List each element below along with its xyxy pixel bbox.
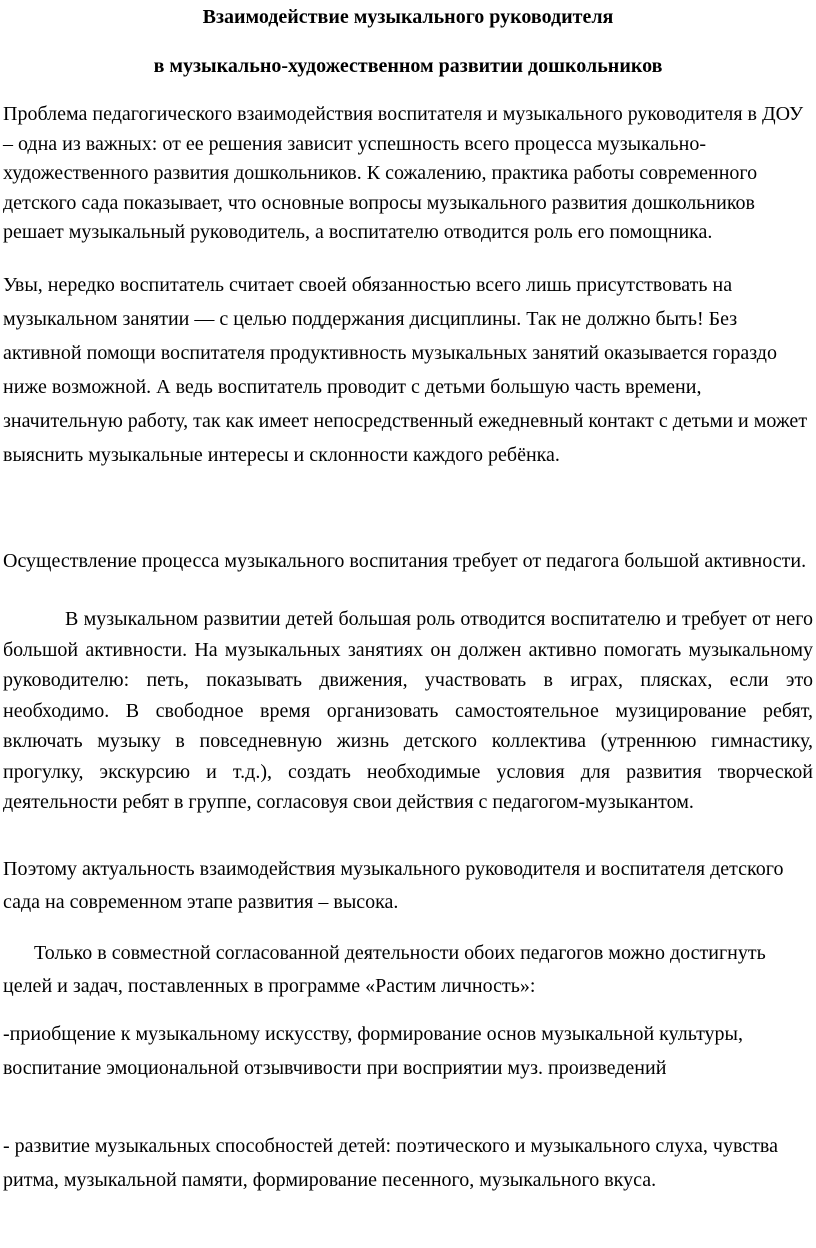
title-line-1: Взаимодействие музыкального руководителя [202, 6, 614, 28]
list-item-abilities: - развитие музыкальных способностей детей: поэтического и музыкального слуха, чувства ритма, музыкальной памяти, формирование песенного, музыкального вкуса. [3, 1135, 778, 1191]
title-line-2: в музыкально-художественном развитии дошкольников [153, 55, 663, 77]
paragraph-activity: Осуществление процесса музыкального воспитания требует от педагога большой активности. [3, 550, 807, 572]
list-item-introduction: -приобщение к музыкальному искусству, формирование основ музыкальной культуры, воспитание эмоциональной отзывчивости при восприятии муз. произведений [3, 1023, 743, 1079]
paragraph-relevance: Поэтому актуальность взаимодействия музыкального руководителя и воспитателя детского сада на современном этапе развития – высока. [3, 858, 784, 913]
paragraph-problem: Проблема педагогического взаимодействия воспитателя и музыкального руководителя в ДОУ – одна из важных: от ее решения зависит успешность всего процесса музыкально-художественного развития дошкольников. К сожалению, практика работы современного детского сада показывает, что основные вопросы музыкального развития дошкольников решает музыкальный руководитель, а воспитателю отводится роль его помощника. [3, 103, 804, 243]
paragraph-teacher-role: Увы, нередко воспитатель считает своей обязанностью всего лишь присутствовать на музыкальном занятии — с целью поддержания дисциплины. Так не должно быть! Без активной помощи воспитателя продуктивность музыкальных занятий оказывается гораздо ниже возможной. А ведь воспитатель проводит с детьми большую часть времени, значительную работу, так как имеет непосредственный ежедневный контакт с детьми и может выяснить музыкальные интересы и склонности каждого ребёнка. [3, 274, 808, 466]
paragraph-music-development: В музыкальном развитии детей большая роль отводится воспитателю и требует от него большой активности. На музыкальных занятиях он должен активно помогать музыкальному руководителю: петь, показывать движения, участвовать в играх, плясках, если это необходимо. В свободное время организовать самостоятельное музицирование ребят, включать музыку в повседневную жизнь детского коллектива (утреннюю гимнастику, прогулку, экскурсию и т.д.), создать необходимые условия для развития творческой деятельности ребят в группе, согласовуя свои действия с педагогом-музыкантом. [3, 608, 813, 813]
paragraph-joint-activity: Только в совместной согласованной деятельности обоих педагогов можно достигнуть целей и задач, поставленных в программе «Растим личность»: [3, 942, 766, 997]
